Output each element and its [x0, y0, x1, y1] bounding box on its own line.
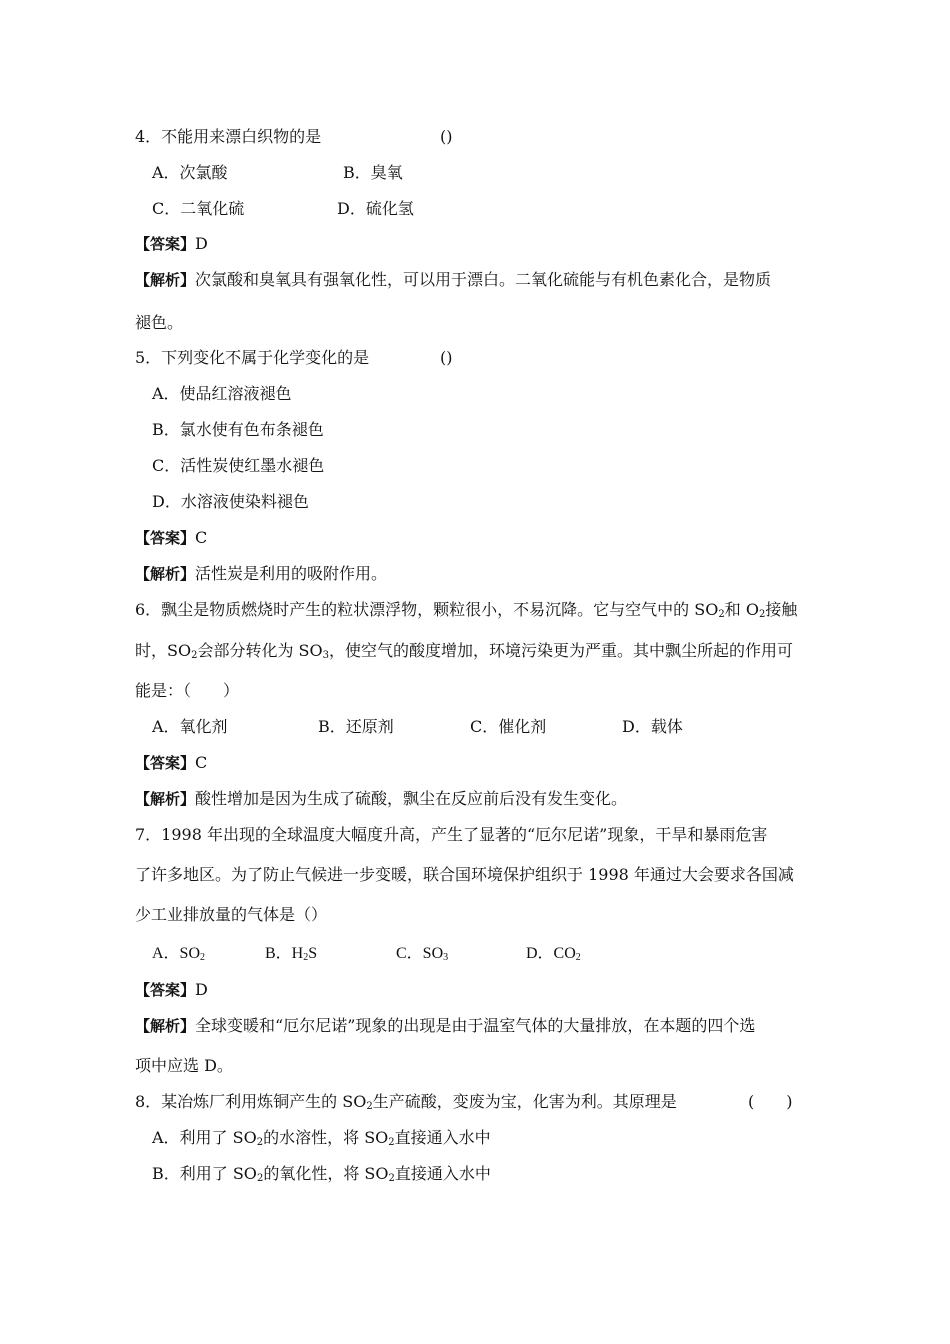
- answer-label: 【答案】: [135, 235, 196, 253]
- analysis-text: 酸性增加是因为生成了硫酸，飘尘在反应前后没有发生变化。: [195, 789, 628, 808]
- q8-stem-part: 生产硫酸，变废为宝，化害为利。其原理是: [372, 1092, 677, 1111]
- q6-line2-part: 时，SO: [135, 641, 192, 660]
- q4-option-c: C．二氧化硫: [152, 199, 245, 218]
- q4-paren: (): [440, 127, 453, 146]
- option-text: A．SO: [152, 945, 201, 962]
- q8-stem-part: 8．某冶炼厂利用炼铜产生的 SO: [135, 1092, 367, 1111]
- option-text: S: [308, 945, 318, 962]
- q8-paren: ( ): [748, 1092, 793, 1111]
- q7-option-d: [526, 943, 581, 965]
- subscript: 2: [575, 952, 581, 963]
- option-text: 直接通入水中: [394, 1164, 491, 1183]
- q6-line2-part: 会部分转化为 SO: [197, 641, 323, 660]
- q5-analysis: [135, 563, 387, 585]
- q6-line1-part: 和 O: [724, 600, 759, 619]
- subscript: 2: [191, 650, 198, 661]
- q5-option-a: A．使品红溶液褪色: [152, 384, 292, 403]
- q7-line1: 7．1998 年出现的全球温度大幅度升高，产生了显著的“厄尔尼诺”现象，干旱和暴雨危害: [135, 825, 768, 844]
- q7-line2: 了许多地区。为了防止气候进一步变暖，联合国环境保护组织于 1998 年通过大会要求各国减: [135, 865, 794, 884]
- q4-option-a: A．次氯酸: [152, 163, 228, 182]
- answer-value: D: [195, 234, 208, 253]
- q7-option-c: [396, 943, 448, 965]
- subscript: 2: [718, 609, 725, 620]
- q6-option-c: C．催化剂: [470, 717, 547, 736]
- q5-option-b: B．氯水使有色布条褪色: [152, 420, 324, 439]
- q6-line2: [135, 640, 793, 662]
- analysis-text: 次氯酸和臭氧具有强氧化性，可以用于漂白。二氧化硫能与有机色素化合，是物质: [195, 270, 772, 289]
- q8-stem: [135, 1091, 677, 1113]
- q7-analysis-line2: 项中应选 D。: [135, 1056, 233, 1075]
- answer-value: D: [195, 980, 208, 999]
- answer-label: 【答案】: [135, 981, 196, 999]
- analysis-text: 活性炭是利用的吸附作用。: [195, 564, 388, 583]
- subscript: 2: [366, 1101, 373, 1112]
- q4-stem: [135, 126, 321, 148]
- subscript: 2: [200, 952, 206, 963]
- q6-line2-part: ，使空气的酸度增加，环境污染更为严重。其中飘尘所起的作用可: [329, 641, 794, 660]
- analysis-label: 【解析】: [135, 565, 196, 583]
- q4-option-d: D．硫化氢: [337, 199, 414, 218]
- subscript: 2: [256, 1173, 264, 1184]
- subscript: 2: [758, 609, 766, 620]
- analysis-label: 【解析】: [135, 790, 196, 808]
- q6-analysis: [135, 788, 627, 810]
- answer-value: C: [195, 528, 208, 547]
- q6-answer: [135, 752, 207, 774]
- subscript: 2: [256, 1137, 264, 1148]
- q7-answer: [135, 979, 208, 1001]
- q4-analysis-line2: 褪色。: [135, 313, 184, 332]
- q5-option-c: C．活性炭使红墨水褪色: [152, 456, 325, 475]
- answer-label: 【答案】: [135, 529, 196, 547]
- option-text: B．利用了 SO: [152, 1164, 257, 1183]
- q8-option-b: [152, 1163, 491, 1185]
- subscript: 2: [388, 1137, 395, 1148]
- answer-value: C: [195, 753, 208, 772]
- q7-analysis-line1: [135, 1015, 755, 1037]
- subscript: 3: [322, 650, 330, 661]
- q7-option-b: [265, 943, 317, 965]
- q6-line1-part: 6．飘尘是物质燃烧时产生的粒状漂浮物，颗粒很小，不易沉降。它与空气中的 SO: [135, 600, 719, 619]
- option-text: A．利用了 SO: [152, 1128, 257, 1147]
- q4-stem-text: 4．不能用来漂白织物的是: [135, 127, 322, 146]
- q4-answer: [135, 233, 208, 255]
- analysis-label: 【解析】: [135, 1017, 196, 1035]
- q7-line3: 少工业排放量的气体是（）: [135, 905, 328, 924]
- option-text: C．SO: [396, 945, 444, 962]
- option-text: D．CO: [526, 945, 576, 962]
- q7-option-a: [152, 943, 205, 965]
- q6-line1-part: 接触: [765, 600, 798, 619]
- q5-paren: (): [440, 348, 453, 367]
- option-text: 的氧化性，将 SO: [263, 1164, 389, 1183]
- subscript: 3: [443, 952, 449, 963]
- subscript: 2: [303, 952, 309, 963]
- option-text: 直接通入水中: [394, 1128, 491, 1147]
- analysis-text: 全球变暖和“厄尔尼诺”现象的出现是由于温室气体的大量排放，在本题的四个选: [195, 1016, 756, 1035]
- option-text: B．H: [265, 945, 304, 962]
- q5-answer: [135, 527, 207, 549]
- q4-option-b: B．臭氧: [343, 163, 403, 182]
- q4-analysis-line1: [135, 269, 771, 291]
- subscript: 2: [388, 1173, 395, 1184]
- answer-label: 【答案】: [135, 754, 196, 772]
- option-text: 的水溶性，将 SO: [263, 1128, 389, 1147]
- q6-option-b: B．还原剂: [318, 717, 394, 736]
- q5-option-d: D．水溶液使染料褪色: [152, 492, 309, 511]
- q6-option-d: D．载体: [622, 717, 683, 736]
- q5-stem: 5．下列变化不属于化学变化的是: [135, 348, 370, 367]
- q6-line1: [135, 599, 797, 621]
- analysis-label: 【解析】: [135, 271, 196, 289]
- q6-option-a: A．氧化剂: [152, 717, 228, 736]
- q8-option-a: [152, 1127, 491, 1149]
- q6-line3: 能是：（ ）: [135, 681, 240, 700]
